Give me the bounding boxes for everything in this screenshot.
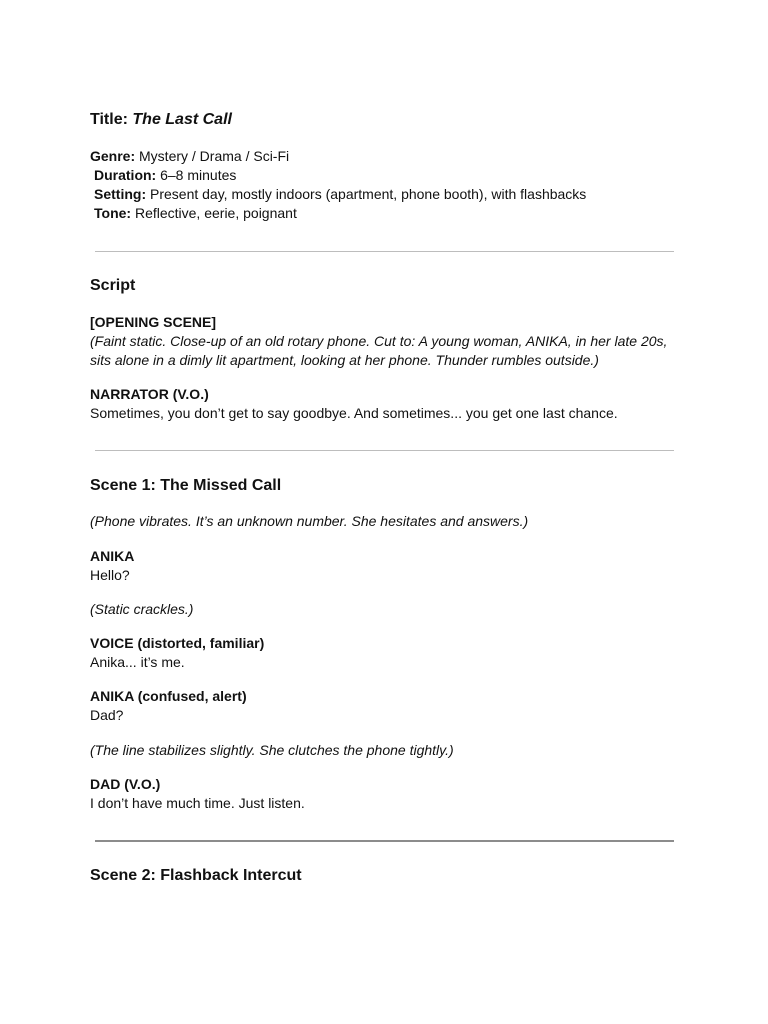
divider [95, 840, 674, 842]
setting-line [94, 185, 586, 204]
tone-line [94, 204, 297, 223]
dialogue-line: I don’t have much time. Just listen. [90, 795, 305, 811]
narrator-label: NARRATOR (V.O.) [90, 386, 209, 402]
genre-line [90, 147, 289, 166]
dialogue-line: Dad? [90, 707, 124, 723]
dialogue-line: Hello? [90, 567, 130, 583]
tone-label: Tone: [94, 205, 132, 221]
stage-direction: (Static crackles.) [90, 601, 194, 617]
duration-label: Duration: [94, 167, 157, 183]
document-title [90, 109, 232, 131]
setting-value: Present day, mostly indoors (apartment, phone booth), with flashbacks [146, 186, 587, 202]
setting-label: Setting: [94, 186, 147, 202]
duration-value: 6–8 minutes [156, 167, 237, 183]
character-label: ANIKA (confused, alert) [90, 688, 247, 704]
divider [95, 450, 674, 451]
tone-value: Reflective, eerie, poignant [131, 205, 297, 221]
script-heading: Script [90, 277, 136, 294]
scene-2-heading: Scene 2: Flashback Intercut [90, 867, 302, 884]
narrator-line: Sometimes, you don’t get to say goodbye. And sometimes... you get one last chance. [90, 405, 618, 421]
opening-scene-label: [OPENING SCENE] [90, 314, 217, 330]
title-label: Title: [90, 111, 128, 128]
stage-direction: (The line stabilizes slightly. She clutches the phone tightly.) [90, 742, 454, 758]
title-value: The Last Call [132, 111, 232, 128]
dialogue-line: Anika... it’s me. [90, 654, 185, 670]
opening-direction-line-2: sits alone in a dimly lit apartment, looking at her phone. Thunder rumbles outside.) [90, 352, 599, 368]
opening-direction-line-1: (Faint static. Close-up of an old rotary phone. Cut to: A young woman, ANIKA, in her late 20s, [90, 333, 668, 349]
stage-direction: (Phone vibrates. It’s an unknown number. She hesitates and answers.) [90, 513, 529, 529]
character-label: DAD (V.O.) [90, 776, 161, 792]
scene-1-heading: Scene 1: The Missed Call [90, 477, 282, 494]
divider [95, 251, 674, 252]
genre-label: Genre: [90, 148, 136, 164]
duration-line [94, 166, 236, 185]
character-label: ANIKA [90, 548, 135, 564]
character-label: VOICE (distorted, familiar) [90, 635, 265, 651]
genre-value: Mystery / Drama / Sci-Fi [135, 148, 290, 164]
